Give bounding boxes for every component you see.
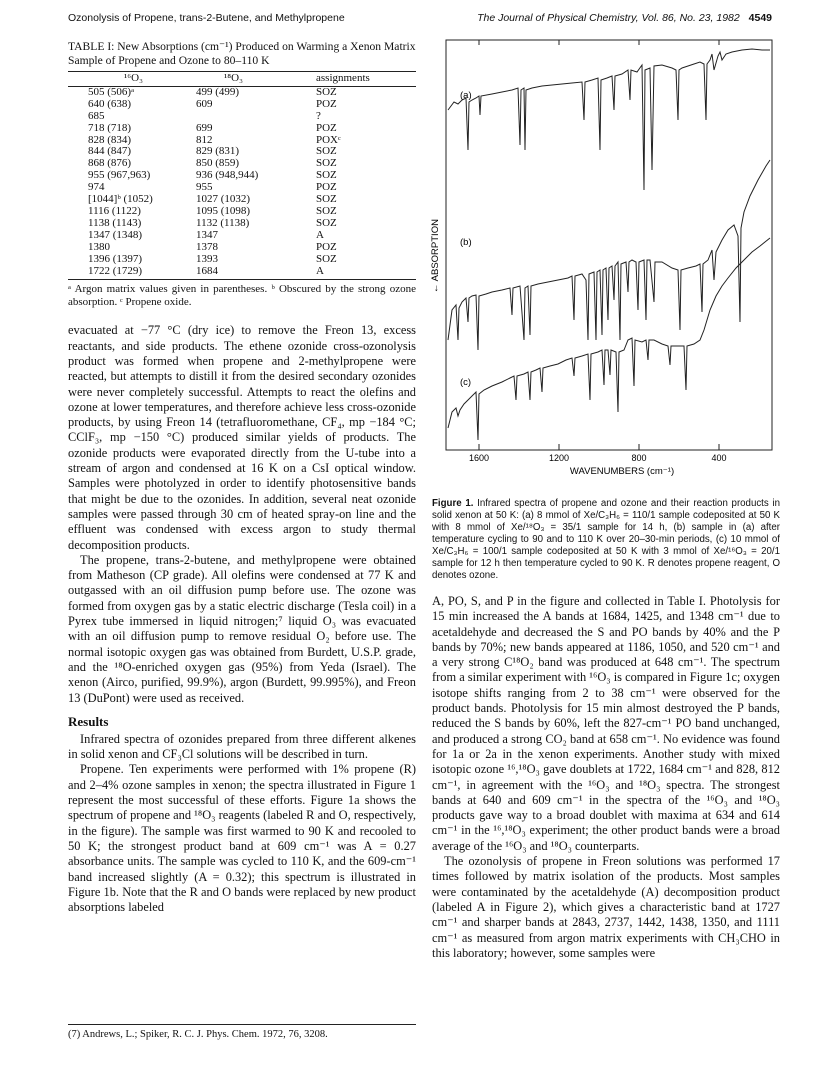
section-heading-results: Results bbox=[68, 713, 109, 729]
cell-assignment: POXᶜ bbox=[316, 133, 341, 146]
right-text bbox=[432, 594, 780, 961]
spectrum-a bbox=[448, 49, 770, 190]
x-tick-label: 800 bbox=[631, 453, 647, 463]
cell-assignment: A bbox=[316, 228, 324, 241]
cell-16o3: 1722 (1729) bbox=[68, 266, 196, 280]
table-footnote: ᵃ Argon matrix values given in parentheses. ᵇ Obscured by the strong ozone absorption. ᶜ Propene oxide. bbox=[68, 283, 416, 309]
page-number: 4549 bbox=[748, 12, 772, 24]
cell-16o3: 685 bbox=[88, 109, 105, 122]
cell-18o3: 1132 (1138) bbox=[196, 216, 250, 229]
x-tick-label: 400 bbox=[711, 453, 727, 463]
cell-16o3: 1396 (1397) bbox=[88, 252, 143, 265]
panel-label-a: (a) bbox=[460, 90, 472, 101]
cell-16o3: 844 (847) bbox=[88, 145, 132, 158]
cell-18o3: 1684 bbox=[196, 266, 308, 280]
table-1 bbox=[68, 71, 416, 280]
journal-citation: The Journal of Physical Chemistry, Vol. 86, No. 23, 1982 bbox=[477, 12, 740, 24]
cell-16o3: 868 (876) bbox=[88, 157, 132, 170]
table-row bbox=[68, 242, 416, 254]
paragraph: Propene. Ten experiments were performed with 1% propene (R) and 2–4% ozone samples in xenon; the spectra illustrated in Figure 1 represent the most successful of these efforts. Figure 1a shows the spectrum of propene and ¹⁸O₃ reagents (labeled R and O, respectively, in the figure). The sample was first warmed to 90 K and recooled to 50 K; the strongest product band at 609 cm⁻¹ was A = 0.27 absorbance units. The sample was cycled to 110 K, and the 609-cm⁻¹ band increased slightly (A = 0.32); this spectrum is illustrated in Figure 1b. Note that the R and O bands were replaced by new product absorptions labeled bbox=[68, 762, 416, 915]
cell-18o3: 1393 bbox=[196, 252, 218, 265]
cell-16o3: 955 (967,963) bbox=[88, 169, 151, 182]
reference-footnote: (7) Andrews, L.; Spiker, R. C. J. Phys. Chem. 1972, 76, 3208. bbox=[68, 1024, 416, 1040]
cell-16o3: 640 (638) bbox=[88, 97, 132, 110]
figure-caption bbox=[432, 498, 780, 582]
cell-assignment: SOZ bbox=[316, 85, 337, 98]
cell-assignment: SOZ bbox=[316, 216, 337, 229]
table-row bbox=[68, 266, 416, 280]
paragraph: The ozonolysis of propene in Freon solutions was performed 17 times followed by matrix isolation of the products. Most samples were contaminated by the acetaldehyde (A) decomposition product (labeled A in Figure 2), which gives a characteristic band at 1727 cm⁻¹ and sharper bands at 2843, 2737, 1442, 1438, 1350, and 1111 cm⁻¹ as measured from argon matrix experiments with CH₃CHO in this laboratory; however, some samples were bbox=[432, 854, 780, 960]
cell-assignment: SOZ bbox=[316, 157, 337, 170]
y-axis-label: ← ABSORPTION bbox=[430, 219, 441, 293]
paragraph: evacuated at −77 °C (dry ice) to remove the Freon 13, excess reactants, and side products. The ethene ozonide cross-ozonolysis product was formed when propene and 2-methylpropene were reacted, but attempts to distill it from the desired secondary ozonides were never completely successful. Attempts to react the olefins and ozone at lower temperatures, and therefore achieve less cross-ozonide products, by using Freon 14 (tetrafluoromethane, CF₄, mp −184 °C; CClF₃, mp −150 °C) produced similar yields of products. The ozonide products were evaporated directly from the U-tube into a stream of argon and condensed at 16 K on a CsI optical window. Samples were photolyzed in order to identify photosensitive bands that might be due to the ozonides. In addition, several neat ozonide samples were passed through 30 cm of heated spray-on line and the effluent was condensed with excess argon to study thermal decomposition products. bbox=[68, 323, 416, 552]
table-header-18o3: ¹⁸O₃ bbox=[196, 72, 308, 87]
cell-18o3: 499 (499) bbox=[196, 85, 240, 98]
table-header-16o3: ¹⁶O₃ bbox=[68, 72, 196, 87]
methods-text bbox=[68, 323, 416, 705]
cell-18o3: 1347 bbox=[196, 228, 218, 241]
table-row bbox=[68, 111, 416, 123]
running-header-left: Ozonolysis of Propene, trans-2-Butene, and Methylpropene bbox=[68, 12, 345, 24]
spectra-plot bbox=[432, 40, 780, 492]
cell-assignment: A bbox=[308, 266, 416, 280]
table-header-assignments: assignments bbox=[308, 72, 416, 87]
cell-18o3: 699 bbox=[196, 121, 213, 134]
table-row bbox=[68, 123, 416, 135]
cell-16o3: 505 (506)ᵃ bbox=[88, 85, 135, 98]
cell-16o3: 1380 bbox=[88, 240, 110, 253]
cell-assignment: POZ bbox=[316, 121, 337, 134]
cell-16o3: 1347 (1348) bbox=[88, 228, 143, 241]
cell-18o3: 1095 (1098) bbox=[196, 204, 251, 217]
table-row bbox=[68, 86, 416, 98]
table-row bbox=[68, 99, 416, 111]
cell-assignment: POZ bbox=[316, 97, 337, 110]
cell-16o3: 974 bbox=[88, 181, 105, 194]
table-row bbox=[68, 170, 416, 182]
cell-16o3: 828 (834) bbox=[88, 133, 132, 146]
paragraph: Infrared spectra of ozonides prepared from three different alkenes in solid xenon and CF₃Cl solutions will be described in turn. bbox=[68, 731, 416, 762]
cell-assignment: POZ bbox=[316, 181, 337, 194]
figure-1 bbox=[432, 40, 780, 492]
x-tick-label: 1600 bbox=[468, 453, 490, 463]
cell-18o3: 850 (859) bbox=[196, 157, 240, 170]
cell-assignment: SOZ bbox=[316, 169, 337, 182]
cell-18o3 bbox=[196, 111, 308, 123]
cell-18o3: 609 bbox=[196, 97, 213, 110]
paragraph: A, PO, S, and P in the figure and collected in Table I. Photolysis for 15 min increased the A bands at 1684, 1425, and 1348 cm⁻¹ due to acetaldehyde and decreased the S and PO bands by 40% and the P bands by 70%; new bands appeared at 1186, 1050, and 520 cm⁻¹ and a very strong C¹⁸O₂ band was produced at 648 cm⁻¹. The spectrum from a similar experiment with ¹⁶O₃ is compared in Figure 1c; oxygen isotope shifts ranging from 2 to 38 cm⁻¹ were observed for the product bands. Photolysis for 15 min almost destroyed the P bands, reduced the S bands by 60%, left the 827-cm⁻¹ PO band unchanged, and produced a strong CO₂ band at 658 cm⁻¹. No evidence was found for 1a or 2a in the xenon experiments. Another study with mixed isotopic ozone ¹⁶,¹⁸O₃ gave doublets at 1722, 1684 cm⁻¹ and 828, 812 cm⁻¹, in agreement with the ¹⁶O₃ and ¹⁸O₃ spectra. The strongest bands at 640 and 609 cm⁻¹ in the spectra of the ¹⁶O₃ and ¹⁸O₃ products gave way to a broad doublet with maxima at 634 and 614 cm⁻¹ in the ¹⁶,¹⁸O₃ experiment; the other product bands were a broad average of the ¹⁶O₃ and ¹⁸O₃ counterparts. bbox=[432, 594, 780, 853]
x-tick-label: 1200 bbox=[548, 453, 570, 463]
left-column bbox=[68, 40, 416, 915]
figure-caption-label: Figure 1. bbox=[432, 498, 474, 509]
cell-assignment: SOZ bbox=[316, 193, 337, 206]
panel-label-c: (c) bbox=[460, 377, 472, 388]
cell-16o3: 718 (718) bbox=[88, 121, 132, 134]
right-column bbox=[432, 40, 780, 961]
x-axis-label: WAVENUMBERS (cm⁻¹) bbox=[569, 466, 675, 477]
table-row bbox=[68, 230, 416, 242]
cell-18o3: 1027 (1032) bbox=[196, 193, 251, 206]
cell-18o3: 955 bbox=[196, 181, 213, 194]
cell-18o3: 812 bbox=[196, 133, 213, 146]
cell-assignment: SOZ bbox=[316, 252, 337, 265]
panel-label-b: (b) bbox=[460, 237, 472, 248]
cell-assignment: ? bbox=[316, 109, 321, 122]
cell-assignment: SOZ bbox=[316, 204, 337, 217]
cell-18o3: 829 (831) bbox=[196, 145, 240, 158]
figure-caption-text: Infrared spectra of propene and ozone and their reaction products in solid xenon at 50 K: (a) 8 mmol of Xe/C₃H₆ = 110/1 sample codeposited at 50 K with 8 mmol of Xe/¹⁸O₃ = 35/1 sample for 14 h, (b) sample in (a) after temperature cycling to 90 and to 110 K over 20–30-min periods, (c) 10 mmol of Xe/C₃H₆ = 100/1 sample codeposited at 50 K with 3 mmol of Xe/¹⁶O₃ = 20/1 sample for 12 h then temperature cycled to 90 K. R denotes propene reagent, O denotes ozone. bbox=[432, 498, 780, 581]
running-header-right bbox=[477, 12, 772, 24]
table-row bbox=[68, 218, 416, 230]
cell-18o3: 1378 bbox=[196, 240, 218, 253]
plot-frame bbox=[446, 40, 772, 450]
spectrum-b bbox=[448, 160, 770, 350]
cell-16o3: 1116 (1122) bbox=[88, 204, 141, 217]
cell-assignment: SOZ bbox=[316, 145, 337, 158]
cell-16o3: 1138 (1143) bbox=[88, 216, 142, 229]
table-row bbox=[68, 254, 416, 266]
cell-assignment: POZ bbox=[316, 240, 337, 253]
table-caption: TABLE I: New Absorptions (cm⁻¹) Produced on Warming a Xenon Matrix Sample of Propene and Ozone to 80–110 K bbox=[68, 40, 416, 67]
cell-16o3: [1044]ᵇ (1052) bbox=[88, 193, 153, 206]
cell-18o3: 936 (948,944) bbox=[196, 169, 259, 182]
paragraph: The propene, trans-2-butene, and methylpropene were obtained from Matheson (CP grade). All olefins were condensed at 77 K and outgassed with an oil diffusion pump before use. The ozone was formed from oxygen gas by a static electric discharge (Tesla coil) in a Pyrex tube immersed in liquid nitrogen;⁷ liquid O₃ was evacuated with an oil diffusion pump to remove residual O₂ before use. The normal isotopic oxygen gas was obtained from Burdett, U.S.P. grade, and the ¹⁸O-enriched oxygen gas (95%) from Yeda (Israel). The xenon (Airco, purified, 99.9%), argon (Burdett, 99.995%), and Freon 13 (DuPont) were used as received. bbox=[68, 552, 416, 705]
